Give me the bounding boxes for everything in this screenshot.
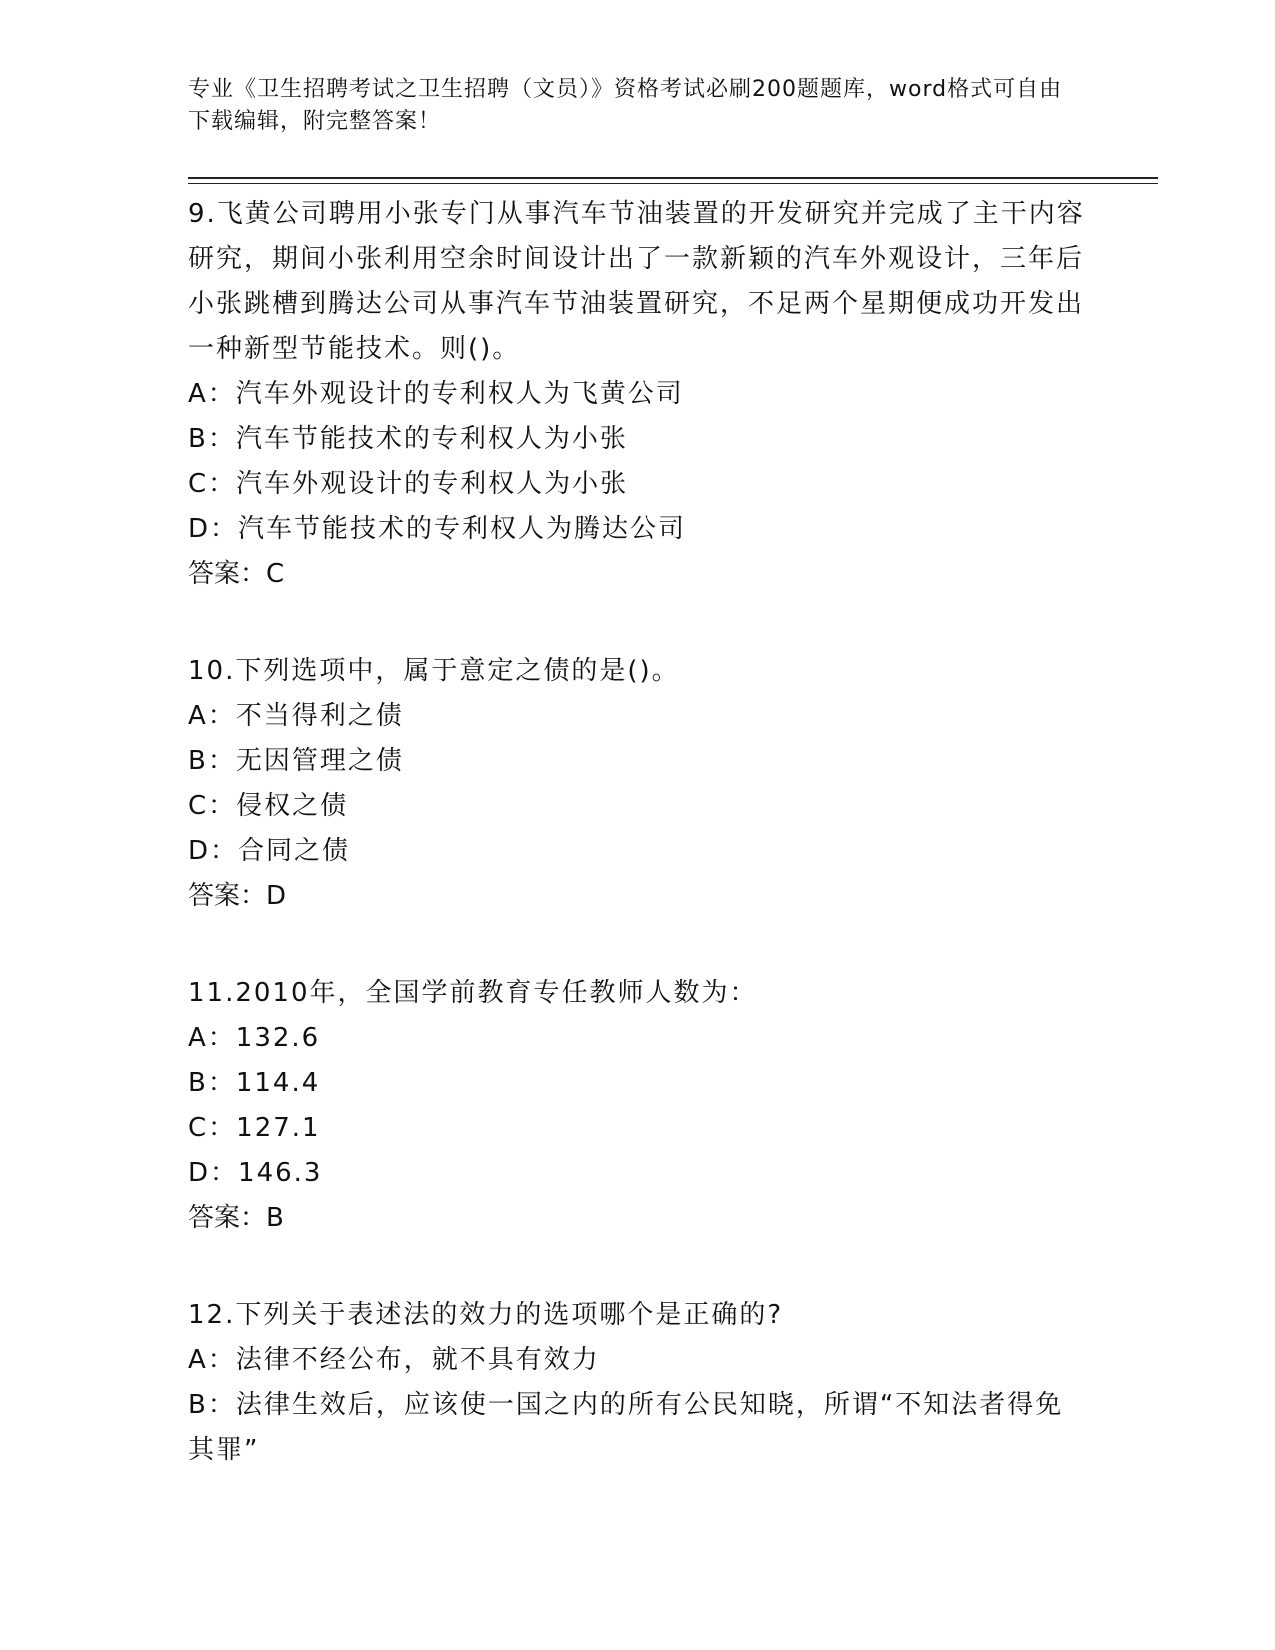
question-9 [188,192,1088,597]
option-b: B：汽车节能技术的专利权人为小张 [188,424,628,454]
document-header: 专业《卫生招聘考试之卫生招聘（文员）》资格考试必刷200题题库，word格式可自由下载编辑，附完整答案！ [188,77,1063,134]
question-list [188,192,1088,1525]
option-d: D：汽车节能技术的专利权人为腾达公司 [188,514,687,544]
option-b: B：法律生效后，应该使一国之内的所有公民知晓，所谓“不知法者得免其罪” [188,1390,1064,1465]
header-divider-thin [188,183,1158,184]
option-d: D：合同之债 [188,836,351,866]
question-stem: 12.下列关于表述法的效力的选项哪个是正确的? [188,1300,784,1330]
option-b: B：114.4 [188,1068,321,1098]
option-a: A：汽车外观设计的专利权人为飞黄公司 [188,379,684,409]
question-stem: 11.2010年，全国学前教育专任教师人数为： [188,978,758,1008]
option-b: B：无因管理之债 [188,746,404,776]
question-12 [188,1293,1088,1473]
option-c: C：汽车外观设计的专利权人为小张 [188,469,629,499]
question-stem: 10.下列选项中，属于意定之债的是()。 [188,656,680,686]
option-d: D：146.3 [188,1158,323,1188]
question-11 [188,971,1088,1241]
answer-line: 答案：D [188,881,287,911]
option-c: C：127.1 [188,1113,321,1143]
answer-line: 答案：B [188,1203,284,1233]
answer-line: 答案：C [188,559,285,589]
option-c: C：侵权之债 [188,791,349,821]
option-a: A：不当得利之债 [188,701,404,731]
question-10 [188,649,1088,919]
question-stem: 9.飞黄公司聘用小张专门从事汽车节油装置的开发研究并完成了主干内容研究，期间小张利用空余时间设计出了一款新颖的汽车外观设计，三年后小张跳槽到腾达公司从事汽车节油装置研究，不足两个星期便成功开发出一种新型节能技术。则()。 [188,199,1085,364]
option-a: A：132.6 [188,1023,321,1053]
header-divider-thick [188,177,1158,179]
option-a: A：法律不经公布，就不具有效力 [188,1345,600,1375]
